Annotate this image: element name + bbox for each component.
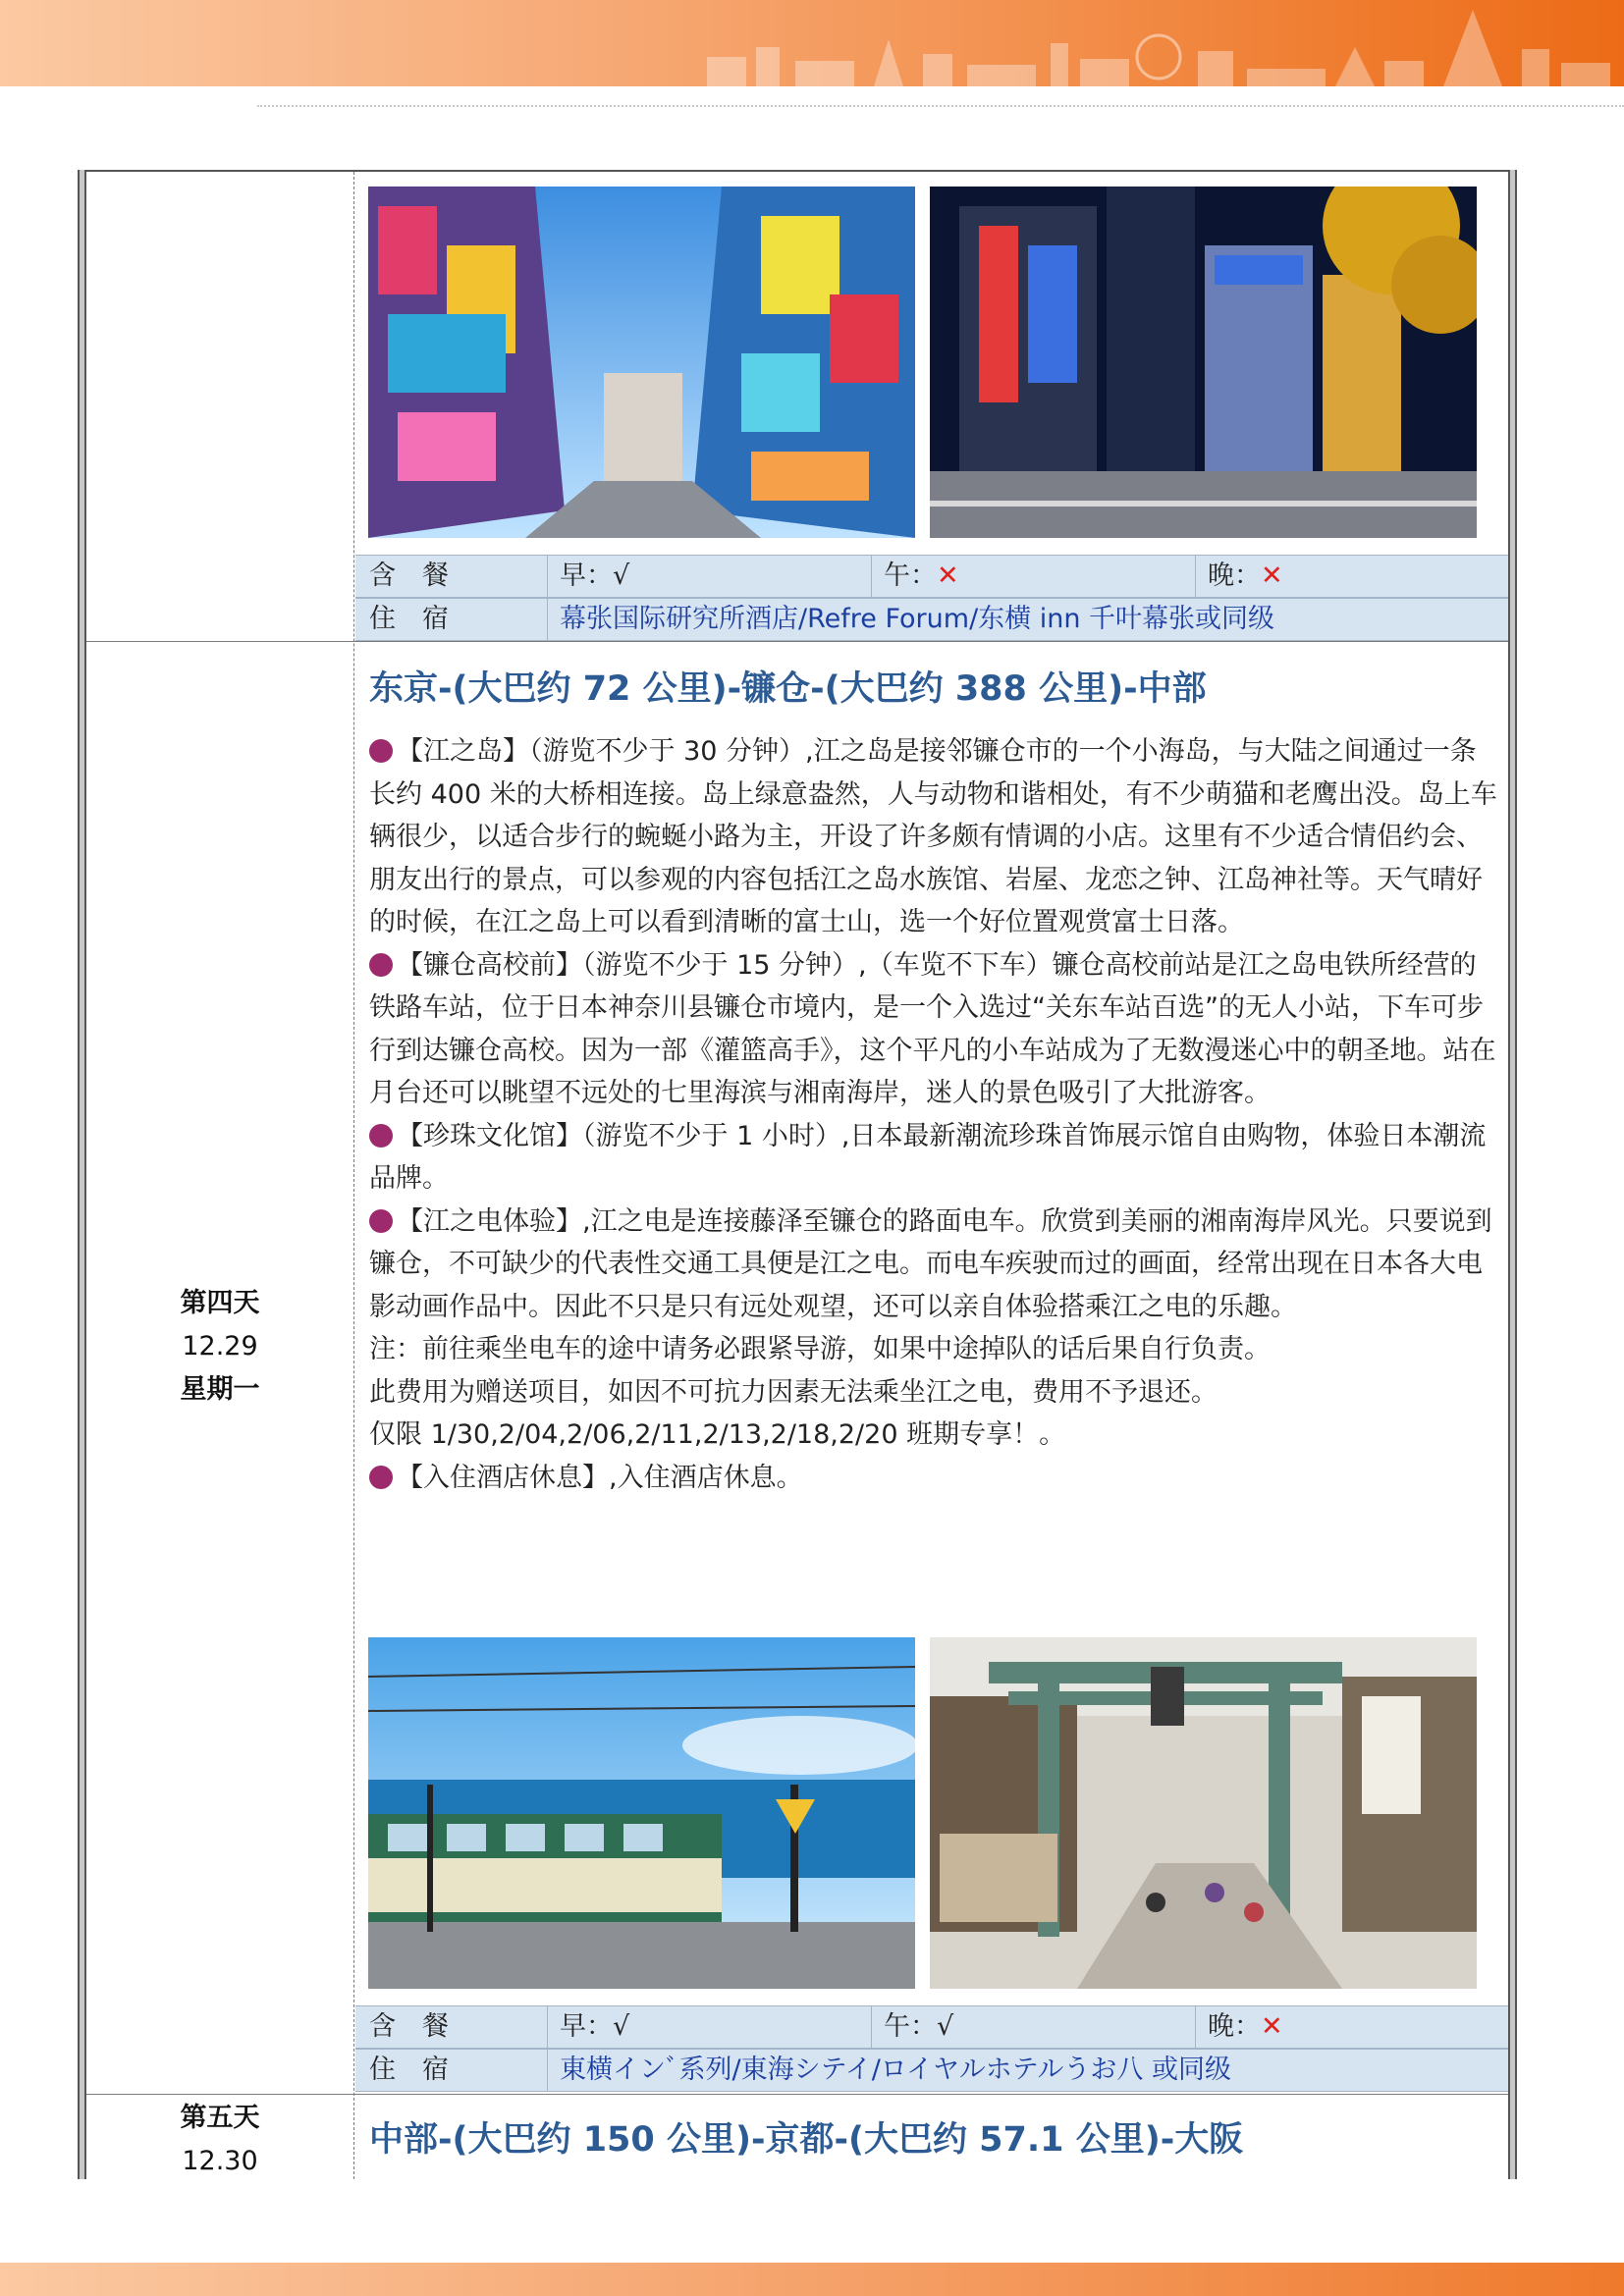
footer-band	[0, 2263, 1624, 2296]
bullet-icon	[369, 1209, 393, 1233]
city-skyline-graphic	[687, 0, 1624, 86]
table-column-divider	[353, 172, 354, 2179]
header-band	[0, 0, 1624, 86]
table-frame-right	[1508, 170, 1517, 2179]
breakfast-cell	[547, 556, 629, 597]
day-row-divider	[86, 2094, 1508, 2095]
day-number: 第四天	[180, 1288, 260, 1318]
description-paragraph: 【江之电体验】,江之电是连接藤泽至镰仓的路面电车。欣赏到美丽的湘南海岸风光。只要说到镰仓，不可缺少的代表性交通工具便是江之电。而电车疾驶而过的画面，经常出现在日本各大电影动画作品中。因此不只是只有远处观望，还可以亲自体验搭乘江之电的乐趣。	[369, 1205, 1492, 1322]
meal-label: 含 餐	[369, 2011, 449, 2042]
enoshima-torii-photo	[930, 1637, 1477, 1989]
akihabara-night-photo	[930, 187, 1477, 538]
description-paragraph: 【入住酒店休息】,入住酒店休息。	[369, 1457, 1500, 1500]
header-dotted-line	[257, 105, 1624, 107]
description-paragraph: 【珍珠文化馆】（游览不少于 1 小时）,日本最新潮流珍珠首饰展示馆自由购物，体验日本潮流品牌。	[369, 1120, 1487, 1194]
akihabara-street-photo	[368, 187, 915, 538]
breakfast-mark: √	[613, 2011, 630, 2042]
hotel-name: 幕张国际研究所酒店/Refre Forum/东横 inn 千叶幕张或同级	[547, 599, 1274, 640]
bullet-icon	[369, 953, 393, 977]
description-paragraph: 【江之岛】（游览不少于 30 分钟）,江之岛是接邻镰仓市的一个小海岛，与大陆之间通过一条长约 400 米的大桥相连接。岛上绿意盎然，人与动物和谐相处，有不少萌猫和老鹰出没。岛上车辆很少，以适合步行的蜿蜒小路为主，开设了许多颇有情调的小店。这里有不少适合情侣约会、朋友出行的景点，可以参观的内容包括江之岛水族馆、岩屋、龙恋之钟、江岛神社等。天气晴好的时候，在江之岛上可以看到清晰的富士山，选一个好位置观赏富士日落。	[369, 736, 1497, 937]
description-paragraph: 【镰仓高校前】（游览不少于 15 分钟）,（车览不下车）镰仓高校前站是江之岛电铁所经营的铁路车站，位于日本神奈川县镰仓市境内，是一个入选过“关东车站百选”的无人小站，下车可步行到达镰仓高校。因为一部《灌篮高手》，这个平凡的小车站成为了无数漫迷心中的朝圣地。站在月台还可以眺望不远处的七里海滨与湘南海岸，迷人的景色吸引了大批游客。	[369, 949, 1496, 1108]
day-description	[369, 730, 1500, 1499]
note-line: 注：前往乘坐电车的途中请务必跟紧导游，如果中途掉队的话后果自行负责。	[369, 1334, 1271, 1364]
table-frame-left	[78, 170, 86, 2179]
day-row-divider	[86, 641, 1508, 642]
dinner-cell	[1195, 2006, 1283, 2048]
day-number: 第五天	[180, 2103, 260, 2133]
day-date: 12.29	[182, 1331, 258, 1362]
breakfast-mark: √	[613, 561, 630, 591]
hotel-label: 住 宿	[369, 2055, 449, 2085]
table-frame-top	[86, 170, 1508, 172]
hotel-name: 東横インﾞ系列/東海シテイ/ロイヤルホテルうお八 或同级	[547, 2050, 1231, 2091]
day-weekday: 星期一	[180, 1374, 260, 1405]
lunch-mark: √	[937, 2011, 954, 2042]
lunch-label: 午：	[884, 561, 937, 591]
bullet-icon	[369, 1124, 393, 1148]
dinner-mark: ✕	[1261, 2011, 1283, 2042]
day-date: 12.30	[182, 2146, 258, 2176]
breakfast-label: 早：	[560, 2011, 613, 2042]
dinner-mark: ✕	[1261, 561, 1283, 591]
lunch-cell	[871, 2006, 953, 2048]
lunch-cell	[871, 556, 959, 597]
bullet-icon	[369, 739, 393, 763]
meal-row	[355, 2005, 1508, 2049]
dinner-cell	[1195, 556, 1283, 597]
lunch-mark: ✕	[937, 561, 959, 591]
breakfast-cell	[547, 2006, 629, 2048]
lunch-label: 午：	[884, 2011, 937, 2042]
dinner-label: 晚：	[1208, 561, 1261, 591]
meal-label: 含 餐	[369, 561, 449, 591]
meal-row	[355, 555, 1508, 598]
day-label	[88, 1282, 352, 1412]
day-label	[88, 2097, 352, 2183]
hotel-row	[355, 598, 1508, 641]
bullet-icon	[369, 1466, 393, 1489]
dinner-label: 晚：	[1208, 2011, 1261, 2042]
enoden-train-photo	[368, 1637, 915, 1989]
route-title: 东京-(大巴约 72 公里)-镰仓-(大巴约 388 公里)-中部	[369, 669, 1207, 709]
hotel-label: 住 宿	[369, 604, 449, 634]
note-line: 仅限 1/30,2/04,2/06,2/11,2/13,2/18,2/20 班期专享！。	[369, 1419, 1066, 1450]
route-title: 中部-(大巴约 150 公里)-京都-(大巴约 57.1 公里)-大阪	[369, 2120, 1244, 2160]
hotel-row	[355, 2049, 1508, 2092]
note-line: 此费用为赠送项目，如因不可抗力因素无法乘坐江之电，费用不予退还。	[369, 1376, 1218, 1408]
breakfast-label: 早：	[560, 561, 613, 591]
